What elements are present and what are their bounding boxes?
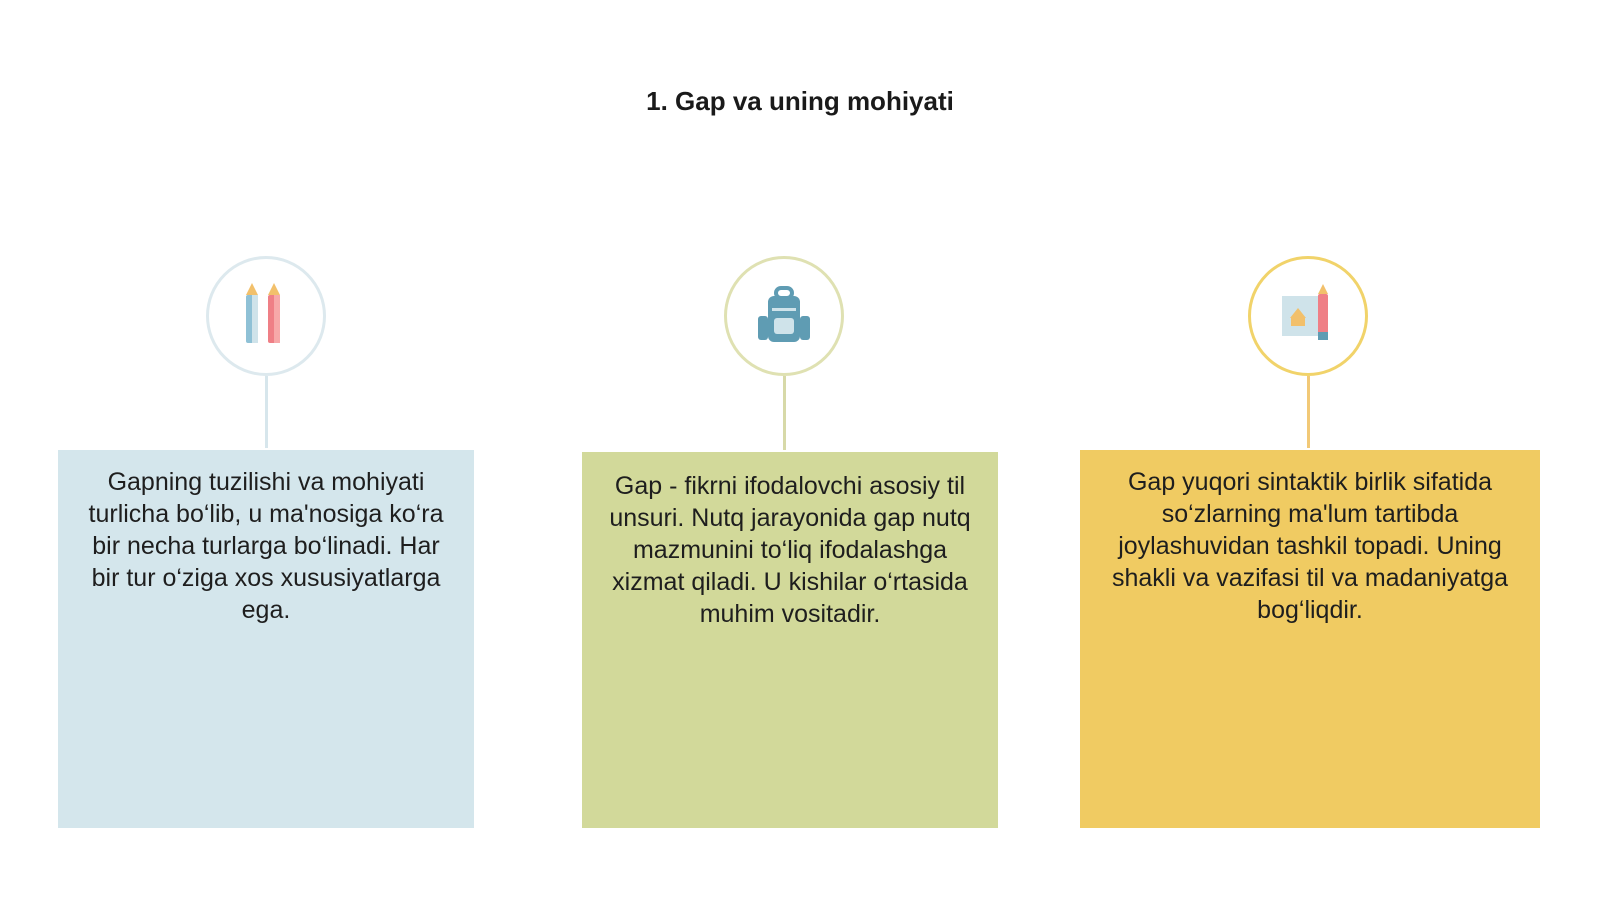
page-title: 1. Gap va uning mohiyati bbox=[646, 86, 954, 116]
drawing-and-crayon-icon bbox=[1276, 284, 1340, 348]
connector-line-2 bbox=[783, 376, 786, 450]
info-card-2: Gap - fikrni ifodalovchi asosiy til unsuri. Nutq jarayonida gap nutq mazmunini to‘liq ifodalashga xizmat qiladi. U kishilar o‘rtasida muhim vositadir. bbox=[582, 452, 998, 828]
icon-circle-3 bbox=[1248, 256, 1368, 376]
connector-line-1 bbox=[265, 376, 268, 448]
colored-pencils-icon bbox=[236, 281, 296, 351]
info-card-1: Gapning tuzilishi va mohiyati turlicha bo‘lib, u ma'nosiga ko‘ra bir necha turlarga bo‘linadi. Har bir tur o‘ziga xos xususiyatlarga ega. bbox=[58, 450, 474, 828]
icon-circle-1 bbox=[206, 256, 326, 376]
connector-line-3 bbox=[1307, 376, 1310, 448]
info-card-3: Gap yuqori sintaktik birlik sifatida so‘zlarning ma'lum tartibda joylashuvidan tashkil topadi. Uning shakli va vazifasi til va madaniyatga bog‘liqdir. bbox=[1080, 450, 1540, 828]
backpack-icon bbox=[752, 284, 816, 348]
icon-circle-2 bbox=[724, 256, 844, 376]
